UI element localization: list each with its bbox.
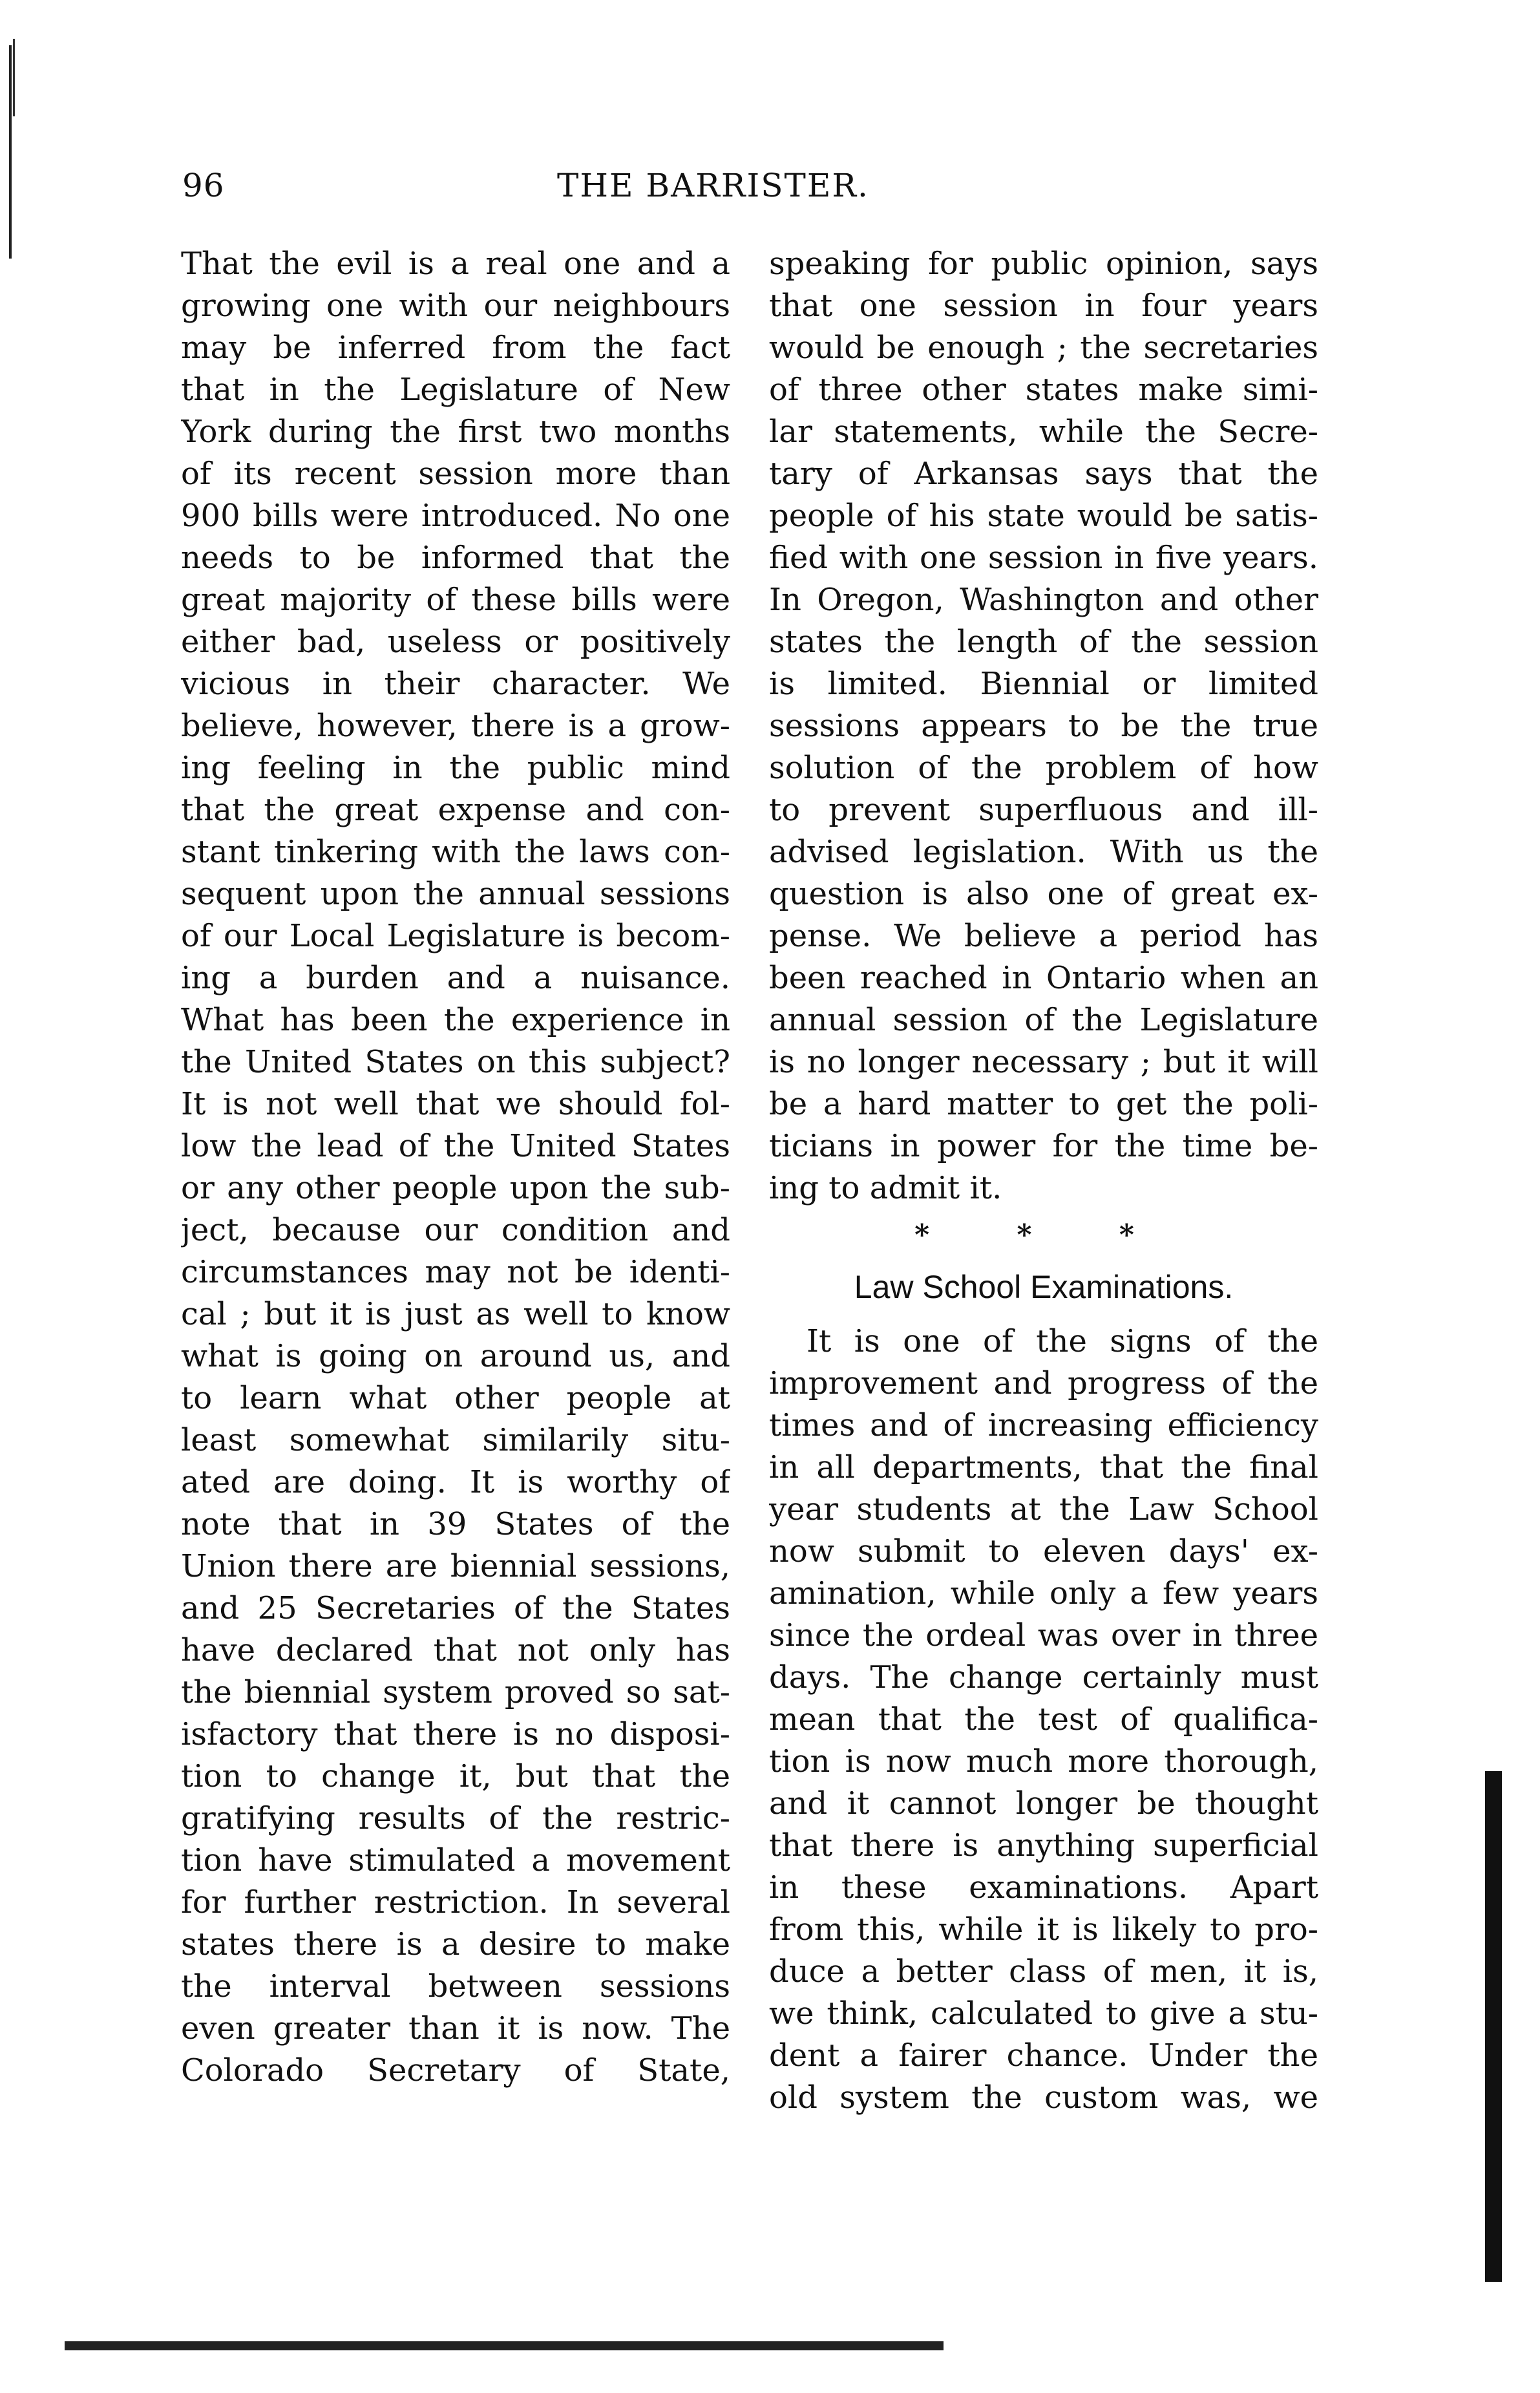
text-line: to prevent superfluous and ill- bbox=[769, 792, 1318, 828]
text-line: sessions appears to be the true bbox=[769, 708, 1318, 744]
text-line: times and of increasing efficiency bbox=[769, 1407, 1318, 1443]
text-line: annual session of the Legislature bbox=[769, 1002, 1318, 1038]
text-line: dent a fairer chance. Under the bbox=[769, 2037, 1318, 2074]
text-line: be a hard matter to get the poli- bbox=[769, 1086, 1318, 1122]
text-line: and it cannot longer be thought bbox=[769, 1785, 1318, 1822]
text-line: since the ordeal was over in three bbox=[769, 1617, 1318, 1654]
scan-margin-mark bbox=[65, 2341, 944, 2350]
text-line: is limited. Biennial or limited bbox=[769, 666, 1318, 702]
text-line: growing one with our neighbours bbox=[181, 288, 730, 324]
text-line: Colorado Secretary of State, bbox=[181, 2052, 730, 2089]
text-line: states the length of the session bbox=[769, 624, 1318, 660]
text-line: That the evil is a real one and a bbox=[181, 246, 730, 282]
text-line: lar statements, while the Secre- bbox=[769, 414, 1318, 450]
scan-margin-mark bbox=[13, 39, 15, 116]
text-line: to learn what other people at bbox=[181, 1380, 730, 1416]
text-line: low the lead of the United States bbox=[181, 1128, 730, 1164]
text-line: cal ; but it is just as well to know bbox=[181, 1296, 730, 1332]
text-line: pense. We believe a period has bbox=[769, 918, 1318, 954]
page-number: 96 bbox=[182, 167, 225, 204]
text-line: gratifying results of the restric- bbox=[181, 1800, 730, 1836]
text-line: the biennial system proved so sat- bbox=[181, 1674, 730, 1710]
text-line: amination, while only a few years bbox=[769, 1575, 1318, 1611]
text-line: improvement and progress of the bbox=[769, 1365, 1318, 1401]
text-line: what is going on around us, and bbox=[181, 1338, 730, 1374]
paragraph bbox=[769, 1321, 1318, 2119]
text-line: is no longer necessary ; but it will bbox=[769, 1044, 1318, 1080]
text-line: mean that the test of qualifica- bbox=[769, 1701, 1318, 1738]
text-line: It is one of the signs of the bbox=[807, 1323, 1318, 1359]
text-line: that the great expense and con- bbox=[181, 792, 730, 828]
text-line: tion have stimulated a movement bbox=[181, 1842, 730, 1878]
text-line: question is also one of great ex- bbox=[769, 876, 1318, 912]
text-line: for further restriction. In several bbox=[181, 1884, 730, 1920]
text-line: sequent upon the annual sessions bbox=[181, 876, 730, 912]
text-line: ated are doing. It is worthy of bbox=[181, 1464, 730, 1500]
text-line: the United States on this subject? bbox=[181, 1044, 730, 1080]
text-line: advised legislation. With us the bbox=[769, 834, 1318, 870]
text-line: either bad, useless or positively bbox=[181, 624, 730, 660]
text-line: least somewhat similarily situ- bbox=[181, 1422, 730, 1458]
text-line: of our Local Legislature is becom- bbox=[181, 918, 730, 954]
text-line: What has been the experience in bbox=[181, 1002, 730, 1038]
text-line: and 25 Secretaries of the States bbox=[181, 1590, 730, 1626]
text-line: ticians in power for the time be- bbox=[769, 1128, 1318, 1164]
text-line: that there is anything superficial bbox=[769, 1827, 1318, 1864]
section-separator: * * * bbox=[914, 1218, 1173, 1251]
text-line: It is not well that we should fol- bbox=[181, 1086, 730, 1122]
text-line: tion to change it, but that the bbox=[181, 1758, 730, 1794]
text-line: of three other states make simi- bbox=[769, 372, 1318, 408]
text-line: In Oregon, Washington and other bbox=[769, 582, 1318, 618]
text-line: may be inferred from the fact bbox=[181, 330, 730, 366]
text-line: note that in 39 States of the bbox=[181, 1506, 730, 1542]
text-line: would be enough ; the secretaries bbox=[769, 330, 1318, 366]
text-line: duce a better class of men, it is, bbox=[769, 1953, 1318, 1990]
text-line: the interval between sessions bbox=[181, 1968, 730, 2005]
text-line: old system the custom was, we bbox=[769, 2079, 1318, 2116]
text-line: tary of Arkansas says that the bbox=[769, 456, 1318, 492]
text-line: that in the Legislature of New bbox=[181, 372, 730, 408]
text-line: great majority of these bills were bbox=[181, 582, 730, 618]
text-line: in all departments, that the final bbox=[769, 1449, 1318, 1485]
text-line: tion is now much more thorough, bbox=[769, 1743, 1318, 1780]
paragraph bbox=[769, 243, 1318, 1209]
text-line: have declared that not only has bbox=[181, 1632, 730, 1668]
text-line: of its recent session more than bbox=[181, 456, 730, 492]
right-column bbox=[769, 243, 1318, 2119]
text-line: we think, calculated to give a stu- bbox=[769, 1995, 1318, 2032]
section-heading: Law School Examinations. bbox=[854, 1269, 1234, 1305]
text-line: in these examinations. Apart bbox=[769, 1869, 1318, 1906]
text-line: states there is a desire to make bbox=[181, 1926, 730, 1962]
text-line: believe, however, there is a grow- bbox=[181, 708, 730, 744]
scan-margin-mark bbox=[9, 45, 12, 259]
text-line: been reached in Ontario when an bbox=[769, 960, 1318, 996]
text-line: ject, because our condition and bbox=[181, 1212, 730, 1248]
text-line: year students at the Law School bbox=[769, 1491, 1318, 1527]
text-line: that one session in four years bbox=[769, 288, 1318, 324]
text-line: Union there are biennial sessions, bbox=[181, 1548, 730, 1584]
text-line: ing to admit it. bbox=[769, 1170, 1002, 1206]
text-line: vicious in their character. We bbox=[181, 666, 730, 702]
text-line: 900 bills were introduced. No one bbox=[181, 498, 730, 534]
text-line: York during the first two months bbox=[181, 414, 730, 450]
text-line: solution of the problem of how bbox=[769, 750, 1318, 786]
text-line: ing feeling in the public mind bbox=[181, 750, 730, 786]
text-line: or any other people upon the sub- bbox=[181, 1170, 730, 1206]
text-line: stant tinkering with the laws con- bbox=[181, 834, 730, 870]
text-line: from this, while it is likely to pro- bbox=[769, 1911, 1318, 1948]
text-line: days. The change certainly must bbox=[769, 1659, 1318, 1696]
text-line: ing a burden and a nuisance. bbox=[181, 960, 730, 996]
text-line: fied with one session in five years. bbox=[769, 540, 1318, 576]
left-column bbox=[181, 243, 730, 2092]
running-title: THE BARRISTER. bbox=[557, 167, 869, 204]
page-header bbox=[0, 167, 1540, 212]
text-line: now submit to eleven days' ex- bbox=[769, 1533, 1318, 1569]
text-line: even greater than it is now. The bbox=[181, 2010, 730, 2047]
text-line: people of his state would be satis- bbox=[769, 498, 1318, 534]
scan-margin-mark bbox=[1485, 1771, 1502, 2282]
text-line: speaking for public opinion, says bbox=[769, 246, 1318, 282]
text-line: circumstances may not be identi- bbox=[181, 1254, 730, 1290]
text-line: needs to be informed that the bbox=[181, 540, 730, 576]
text-line: isfactory that there is no disposi- bbox=[181, 1716, 730, 1752]
